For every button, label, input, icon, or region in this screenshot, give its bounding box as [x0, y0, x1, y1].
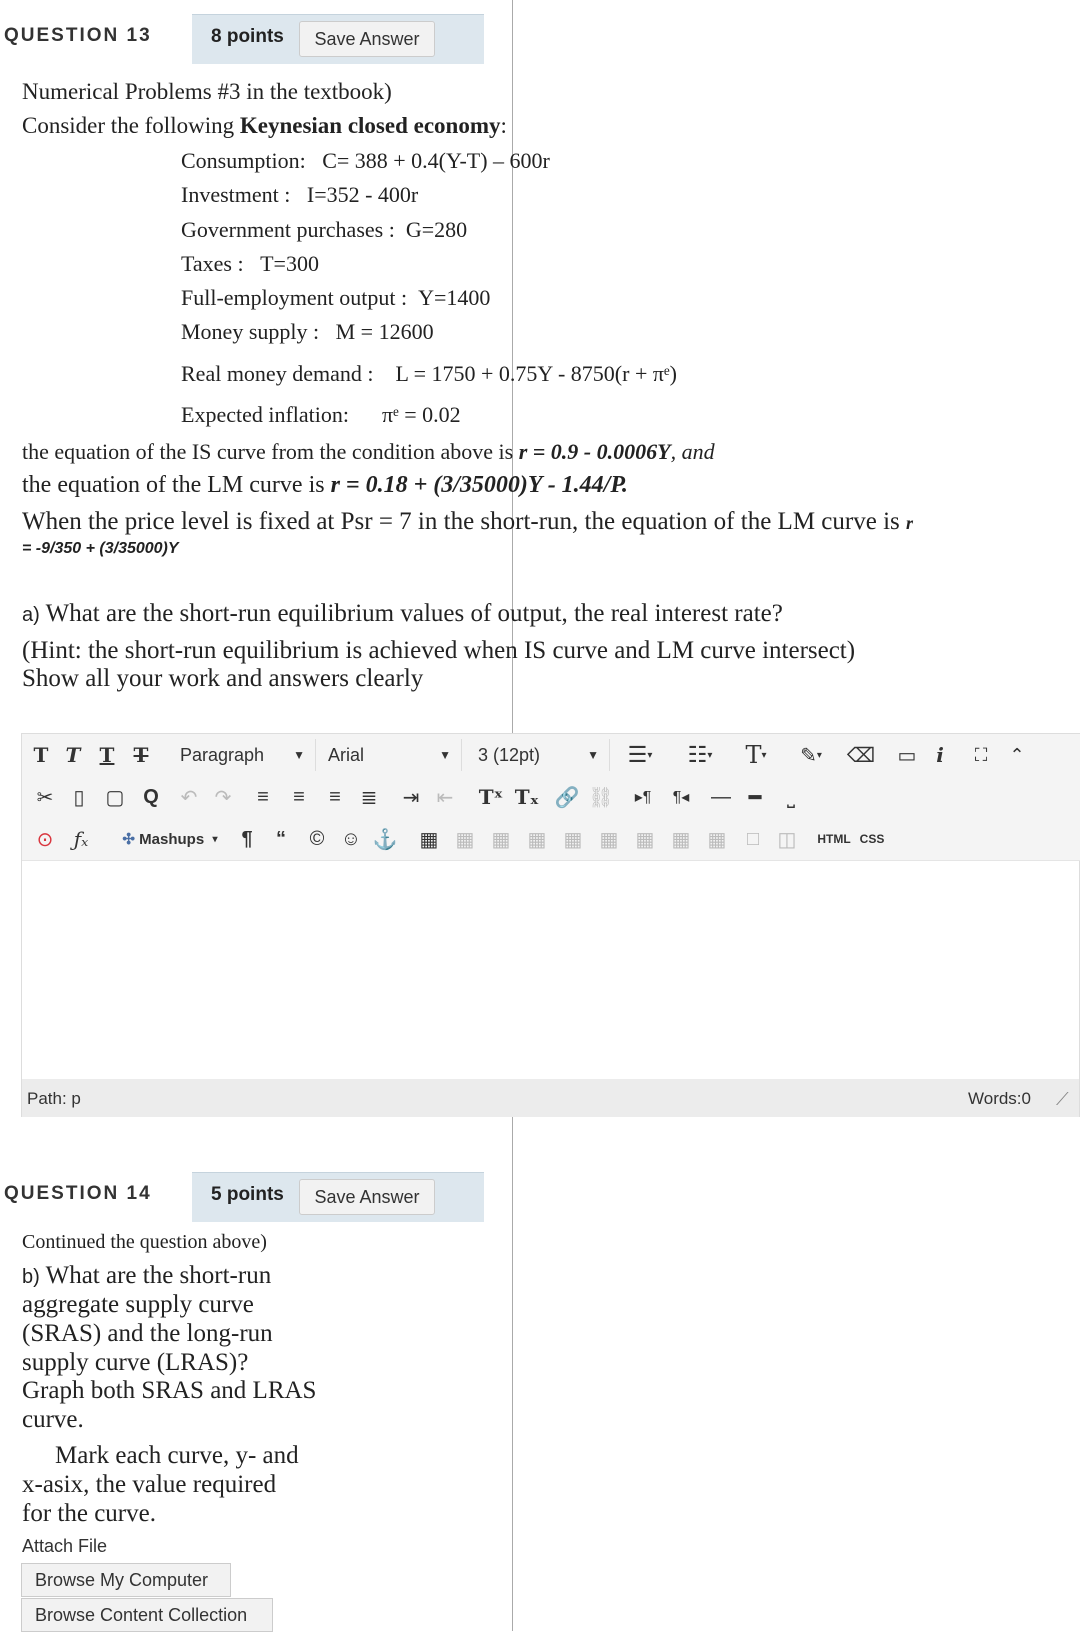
mark-line-2: x-asix, the value required	[22, 1471, 277, 1498]
question-b-line-1	[22, 1262, 271, 1290]
fixed-text: When the price level is fixed at Psr = 7 in the short-run, the equation of the LM curve is	[22, 508, 906, 535]
indent-icon[interactable]: ⇥	[402, 786, 420, 809]
mashups-icon: ✣	[122, 831, 135, 848]
question-b-line-5: Graph both SRAS and LRAS	[22, 1377, 317, 1404]
size-select[interactable]	[470, 739, 610, 771]
table-cell-props-icon[interactable]: ▦	[491, 828, 511, 851]
eraser-icon[interactable]: ⌫	[846, 744, 876, 767]
question-b-line-3: (SRAS) and the long-run	[22, 1320, 273, 1347]
eq-value: T=300	[260, 251, 319, 276]
question-b-text: What are the short-run	[45, 1262, 272, 1289]
text-color-icon[interactable]: T ▾	[745, 741, 767, 769]
eq-investment	[181, 182, 418, 208]
path-label: Path: p	[27, 1089, 81, 1108]
formula-icon[interactable]: ƒₓ	[73, 827, 89, 851]
eq-full-employment	[181, 285, 490, 311]
attach-file-label: Attach File	[22, 1536, 108, 1556]
delete-col-icon[interactable]: ▦	[707, 828, 727, 851]
eq-label: Investment :	[181, 182, 291, 207]
link-icon[interactable]: 🔗	[554, 786, 580, 809]
lm-equation: r = 0.18 + (3/35000)Y - 1.44/P.	[330, 472, 628, 498]
question-13-title: QUESTION 13	[4, 25, 152, 46]
eq-money-demand	[181, 361, 677, 387]
blockquote-icon[interactable]: “	[276, 827, 286, 850]
question-a-letter: a)	[22, 604, 40, 626]
question-b-line-2: aggregate supply curve	[22, 1291, 254, 1318]
numbered-list-icon[interactable]: ☷ ▾	[687, 742, 713, 767]
browse-my-computer-button[interactable]: Browse My Computer	[21, 1563, 231, 1597]
eq-value: M = 12600	[335, 319, 434, 344]
word-count: Words:0	[968, 1089, 1031, 1108]
question-14-points-box	[192, 1172, 484, 1222]
hint-line: (Hint: the short-run equilibrium is achieved when IS curve and LM curve intersect)	[22, 637, 856, 664]
insert-col-after-icon[interactable]: ▦	[671, 828, 691, 851]
eq-money-supply	[181, 319, 434, 345]
paragraph-value: Paragraph	[180, 745, 265, 765]
eq-label: Real money demand :	[181, 361, 374, 386]
preview-icon[interactable]: ▭	[897, 744, 917, 767]
editor-text-area[interactable]	[22, 862, 1079, 1065]
rtl-icon[interactable]: ¶◂	[672, 789, 690, 806]
cut-icon[interactable]: ✂	[36, 786, 54, 809]
intro-line: Numerical Problems #3 in the textbook)	[22, 79, 392, 104]
copy-icon[interactable]: ▯	[73, 786, 85, 809]
dropdown-arrow-icon: ▼	[293, 748, 305, 762]
consider-line	[22, 113, 507, 139]
question-b-line-4: supply curve (LRAS)?	[22, 1349, 249, 1376]
eq-label: Expected inflation:	[181, 402, 349, 427]
eq-consumption	[181, 148, 550, 174]
highlight-icon[interactable]: ✎ ▾	[800, 744, 822, 767]
undo-icon[interactable]: ↶	[180, 786, 198, 809]
bullet-list-icon[interactable]: ☰ ▾	[627, 742, 653, 767]
rich-text-editor	[21, 733, 1080, 1117]
toolbar-row-3	[22, 818, 1080, 861]
outdent-icon[interactable]: ⇤	[436, 786, 454, 809]
align-left-icon[interactable]: ≡	[257, 785, 269, 808]
is-and: , and	[670, 439, 715, 464]
eq-label: Consumption:	[181, 148, 306, 173]
is-text: the equation of the IS curve from the condition above is	[22, 439, 519, 464]
info-icon[interactable]: i	[936, 743, 944, 767]
question-13-points: 8 points	[211, 26, 284, 47]
question-13-header	[0, 14, 484, 64]
editor-status-bar	[22, 1079, 1079, 1117]
copyright-icon[interactable]: ©	[309, 827, 325, 850]
split-cells-icon[interactable]: □	[746, 827, 760, 850]
redo-icon[interactable]: ↷	[214, 786, 232, 809]
thick-rule-icon[interactable]: ━	[748, 786, 762, 809]
paragraph-mark-icon[interactable]: ¶	[241, 827, 253, 850]
eq-label: Full-employment output :	[181, 285, 408, 310]
consider-colon: :	[500, 113, 507, 138]
question-14-points: 5 points	[211, 1184, 284, 1205]
resize-handle-icon[interactable]: ⟋	[1056, 1089, 1069, 1109]
eq-expected-inflation	[181, 402, 461, 428]
dropdown-arrow-icon: ▼	[587, 748, 599, 762]
question-a-text: What are the short-run equilibrium values of output, the real interest rate?	[45, 600, 783, 627]
unlink-icon[interactable]: ⛓	[588, 786, 614, 809]
eq-value: C= 388 + 0.4(Y-T) – 600r	[322, 148, 550, 173]
lm-text: the equation of the LM curve is	[22, 472, 331, 498]
delete-row-icon[interactable]: ▦	[599, 828, 619, 851]
table-icon[interactable]: ▦	[419, 828, 439, 851]
is-equation: r = 0.9 - 0.0006Y	[518, 439, 671, 464]
toolbar-row-2	[22, 776, 1080, 819]
fixed-lm-equation: = -9/350 + (3/35000)Y	[22, 540, 179, 557]
align-right-icon[interactable]: ≡	[329, 785, 341, 808]
eq-value: G=280	[405, 217, 468, 242]
mark-line-3: for the curve.	[22, 1500, 156, 1527]
lm-curve-line	[22, 472, 628, 499]
save-answer-button[interactable]: Save Answer	[299, 1179, 435, 1215]
strikethrough-icon[interactable]: T	[133, 743, 149, 767]
eq-label: Government purchases :	[181, 217, 395, 242]
insert-row-after-icon[interactable]: ▦	[563, 828, 583, 851]
mashups-label: Mashups	[139, 830, 205, 848]
question-14-header	[0, 1172, 484, 1222]
eq-label: Taxes :	[181, 251, 244, 276]
show-work-line: Show all your work and answers clearly	[22, 665, 424, 692]
eq-value: Y=1400	[418, 285, 491, 310]
anchor-icon[interactable]: ⚓	[372, 828, 398, 851]
font-select[interactable]	[320, 739, 462, 771]
record-icon[interactable]: ⊙	[36, 828, 54, 851]
dropdown-arrow-icon: ▼	[439, 748, 451, 762]
continued-line: Continued the question above)	[22, 1231, 267, 1253]
nonbreaking-space-icon[interactable]: ⎵	[787, 785, 795, 808]
horizontal-rule-icon[interactable]: —	[711, 785, 731, 808]
paste-icon[interactable]: ▢	[105, 786, 125, 809]
merge-cells-icon[interactable]: ◫	[777, 828, 797, 851]
fixed-r: r	[906, 513, 914, 533]
is-curve-line	[22, 439, 715, 465]
eq-taxes	[181, 251, 319, 277]
eq-government	[181, 217, 467, 243]
eq-value: πᵉ = 0.02	[382, 402, 461, 427]
subscript-icon[interactable]: Tₓ	[514, 785, 540, 809]
fixed-price-line	[22, 508, 913, 536]
underline-icon[interactable]: T	[99, 743, 115, 767]
save-answer-button[interactable]: Save Answer	[299, 21, 435, 57]
browse-content-collection-button[interactable]: Browse Content Collection	[21, 1598, 273, 1632]
ltr-icon[interactable]: ▸¶	[634, 789, 652, 806]
paragraph-select[interactable]	[172, 739, 316, 771]
insert-row-before-icon[interactable]: ▦	[527, 828, 547, 851]
superscript-icon[interactable]: Tˣ	[478, 785, 504, 809]
question-b-line-6: curve.	[22, 1406, 84, 1433]
question-13-points-box	[192, 14, 484, 64]
toolbar-row-1	[22, 734, 1080, 777]
mark-line-1: Mark each curve, y- and	[55, 1442, 299, 1469]
eq-value: L = 1750 + 0.75Y - 8750(r + πᵉ)	[395, 361, 677, 386]
align-center-icon[interactable]: ≡	[293, 785, 305, 808]
justify-icon[interactable]: ≣	[360, 786, 378, 809]
emoticon-icon[interactable]: ☺	[340, 827, 362, 850]
question-a	[22, 600, 783, 628]
html-button[interactable]: HTML	[817, 832, 851, 846]
eq-label: Money supply :	[181, 319, 320, 344]
eq-value: I=352 - 400r	[306, 182, 419, 207]
question-b-letter: b)	[22, 1266, 40, 1288]
fullscreen-icon[interactable]: ⛶	[974, 744, 988, 765]
insert-col-before-icon[interactable]: ▦	[635, 828, 655, 851]
question-14-title: QUESTION 14	[4, 1183, 152, 1204]
find-icon[interactable]: Q	[143, 785, 159, 808]
css-button[interactable]: CSS	[859, 832, 885, 846]
italic-icon[interactable]: T	[65, 743, 81, 767]
collapse-icon[interactable]: ⌃	[1009, 744, 1025, 765]
mashups-button[interactable]: ✣ Mashups ▾	[122, 830, 218, 848]
keynesian-bold: Keynesian closed economy	[239, 113, 501, 138]
size-value: 3 (12pt)	[478, 745, 541, 765]
consider-text: Consider the following	[22, 113, 240, 138]
table-row-props-icon[interactable]: ▦	[455, 828, 475, 851]
font-value: Arial	[328, 745, 365, 765]
bold-icon[interactable]: T	[33, 743, 49, 767]
